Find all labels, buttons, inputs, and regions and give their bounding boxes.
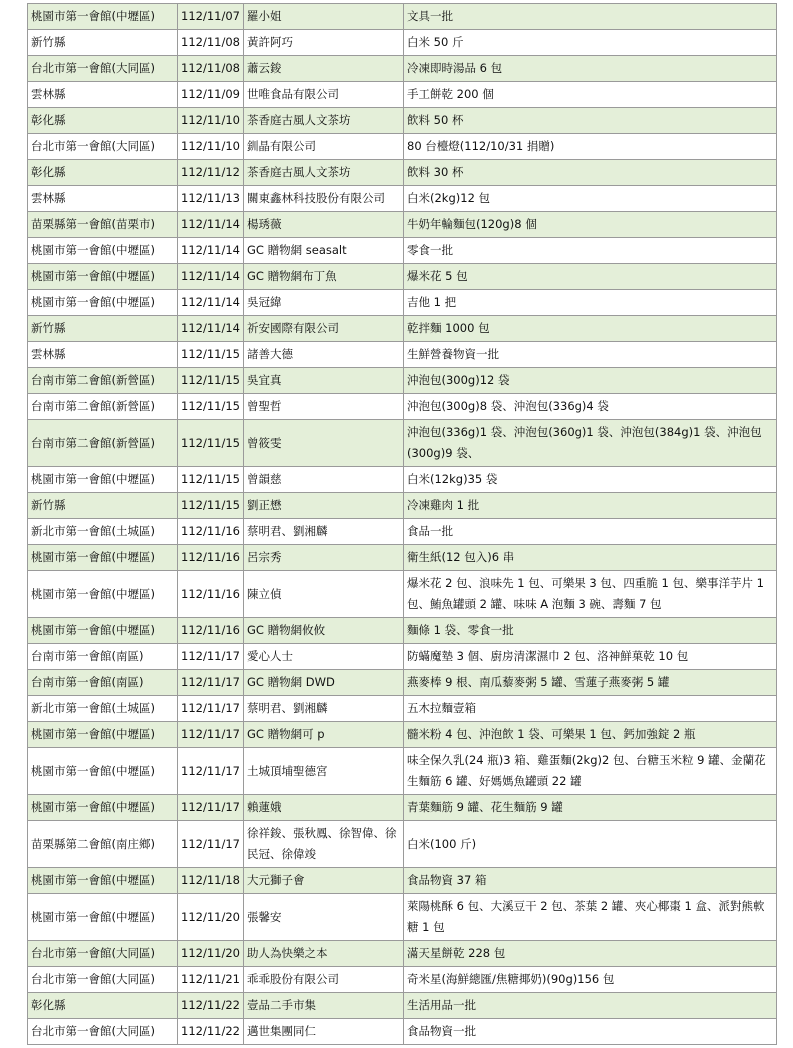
item-cell: 萊陽桃酥 6 包、大溪豆干 2 包、茶葉 2 罐、夾心椰棗 1 盒、派對熊軟糖 1 包 bbox=[404, 894, 777, 941]
unit-cell: 新北市第一會館(土城區) bbox=[28, 519, 178, 545]
donor-cell: 關東鑫林科技股份有限公司 bbox=[244, 186, 404, 212]
item-cell: 零食一批 bbox=[404, 238, 777, 264]
unit-cell: 彰化縣 bbox=[28, 108, 178, 134]
item-cell: 燕麥棒 9 根、南瓜藜麥粥 5 罐、雪蓮子燕麥粥 5 罐 bbox=[404, 670, 777, 696]
date-cell: 112/11/08 bbox=[178, 56, 244, 82]
date-cell: 112/11/14 bbox=[178, 238, 244, 264]
date-cell: 112/11/21 bbox=[178, 967, 244, 993]
date-cell: 112/11/09 bbox=[178, 82, 244, 108]
date-cell: 112/11/17 bbox=[178, 722, 244, 748]
item-cell: 冷凍即時湯品 6 包 bbox=[404, 56, 777, 82]
table-row bbox=[28, 342, 777, 368]
item-cell: 文具一批 bbox=[404, 4, 777, 30]
table-row bbox=[28, 941, 777, 967]
table-row bbox=[28, 967, 777, 993]
unit-cell: 台南市第二會館(新營區) bbox=[28, 394, 178, 420]
table-row bbox=[28, 368, 777, 394]
unit-cell: 台南市第二會館(新營區) bbox=[28, 420, 178, 467]
date-cell: 112/11/15 bbox=[178, 394, 244, 420]
table-row bbox=[28, 30, 777, 56]
date-cell: 112/11/17 bbox=[178, 670, 244, 696]
item-cell: 白米(2kg)12 包 bbox=[404, 186, 777, 212]
item-cell: 食品物資一批 bbox=[404, 1019, 777, 1045]
table-row bbox=[28, 722, 777, 748]
table-row bbox=[28, 670, 777, 696]
item-cell: 麵條 1 袋、零食一批 bbox=[404, 618, 777, 644]
unit-cell: 彰化縣 bbox=[28, 993, 178, 1019]
donor-cell: 徐祥鋑、張秋鳳、徐智偉、徐民冠、徐偉竣 bbox=[244, 821, 404, 868]
item-cell: 爆米花 5 包 bbox=[404, 264, 777, 290]
item-cell: 沖泡包(300g)12 袋 bbox=[404, 368, 777, 394]
donor-cell: 曾聖哲 bbox=[244, 394, 404, 420]
unit-cell: 台北市第一會館(大同區) bbox=[28, 134, 178, 160]
item-cell: 80 台檯燈(112/10/31 捐贈) bbox=[404, 134, 777, 160]
table-row bbox=[28, 394, 777, 420]
date-cell: 112/11/15 bbox=[178, 493, 244, 519]
donor-cell: GC 贈物網攸攸 bbox=[244, 618, 404, 644]
unit-cell: 台南市第二會館(新營區) bbox=[28, 368, 178, 394]
table-row bbox=[28, 134, 777, 160]
table-row bbox=[28, 212, 777, 238]
table-row bbox=[28, 993, 777, 1019]
date-cell: 112/11/22 bbox=[178, 1019, 244, 1045]
item-cell: 牛奶年輪麵包(120g)8 個 bbox=[404, 212, 777, 238]
table-row bbox=[28, 894, 777, 941]
date-cell: 112/11/16 bbox=[178, 545, 244, 571]
unit-cell: 台北市第一會館(大同區) bbox=[28, 1019, 178, 1045]
donor-cell: 楊琇薇 bbox=[244, 212, 404, 238]
item-cell: 青葉麵筋 9 罐、花生麵筋 9 罐 bbox=[404, 795, 777, 821]
unit-cell: 台北市第一會館(大同區) bbox=[28, 967, 178, 993]
unit-cell: 桃園市第一會館(中壢區) bbox=[28, 571, 178, 618]
table-row bbox=[28, 1019, 777, 1045]
item-cell: 乾拌麵 1000 包 bbox=[404, 316, 777, 342]
donor-cell: GC 贈物網 seasalt bbox=[244, 238, 404, 264]
unit-cell: 台南市第一會館(南區) bbox=[28, 644, 178, 670]
date-cell: 112/11/10 bbox=[178, 108, 244, 134]
donor-cell: 吳宜真 bbox=[244, 368, 404, 394]
unit-cell: 桃園市第一會館(中壢區) bbox=[28, 748, 178, 795]
donor-cell: 茶香庭古風人文茶坊 bbox=[244, 160, 404, 186]
table-row bbox=[28, 571, 777, 618]
date-cell: 112/11/14 bbox=[178, 212, 244, 238]
date-cell: 112/11/16 bbox=[178, 571, 244, 618]
unit-cell: 桃園市第一會館(中壢區) bbox=[28, 4, 178, 30]
unit-cell: 彰化縣 bbox=[28, 160, 178, 186]
date-cell: 112/11/15 bbox=[178, 342, 244, 368]
donor-cell: 邁世集團同仁 bbox=[244, 1019, 404, 1045]
donor-cell: 助人為快樂之本 bbox=[244, 941, 404, 967]
table-row bbox=[28, 290, 777, 316]
item-cell: 滿天星餅乾 228 包 bbox=[404, 941, 777, 967]
item-cell: 生鮮營養物資一批 bbox=[404, 342, 777, 368]
date-cell: 112/11/17 bbox=[178, 821, 244, 868]
unit-cell: 苗栗縣第二會館(南庄鄉) bbox=[28, 821, 178, 868]
unit-cell: 桃園市第一會館(中壢區) bbox=[28, 467, 178, 493]
unit-cell: 台北市第一會館(大同區) bbox=[28, 56, 178, 82]
unit-cell: 桃園市第一會館(中壢區) bbox=[28, 545, 178, 571]
date-cell: 112/11/15 bbox=[178, 420, 244, 467]
unit-cell: 桃園市第一會館(中壢區) bbox=[28, 722, 178, 748]
donation-table-body bbox=[28, 4, 777, 1045]
table-row bbox=[28, 316, 777, 342]
unit-cell: 桃園市第一會館(中壢區) bbox=[28, 264, 178, 290]
unit-cell: 桃園市第一會館(中壢區) bbox=[28, 894, 178, 941]
item-cell: 飲料 30 杯 bbox=[404, 160, 777, 186]
donor-cell: GC 贈物網布丁魚 bbox=[244, 264, 404, 290]
table-row bbox=[28, 108, 777, 134]
unit-cell: 桃園市第一會館(中壢區) bbox=[28, 290, 178, 316]
date-cell: 112/11/17 bbox=[178, 696, 244, 722]
donor-cell: 蔡明君、劉湘麟 bbox=[244, 696, 404, 722]
donation-table bbox=[27, 3, 777, 1045]
item-cell: 白米(12kg)35 袋 bbox=[404, 467, 777, 493]
date-cell: 112/11/20 bbox=[178, 894, 244, 941]
donor-cell: 陳立偵 bbox=[244, 571, 404, 618]
item-cell: 五木拉麵壹箱 bbox=[404, 696, 777, 722]
item-cell: 白米 50 斤 bbox=[404, 30, 777, 56]
unit-cell: 苗栗縣第一會館(苗栗市) bbox=[28, 212, 178, 238]
item-cell: 沖泡包(336g)1 袋、沖泡包(360g)1 袋、沖泡包(384g)1 袋、沖泡包(300g)9 袋、 bbox=[404, 420, 777, 467]
item-cell: 冷凍雞肉 1 批 bbox=[404, 493, 777, 519]
table-row bbox=[28, 696, 777, 722]
date-cell: 112/11/15 bbox=[178, 368, 244, 394]
date-cell: 112/11/18 bbox=[178, 868, 244, 894]
table-row bbox=[28, 545, 777, 571]
unit-cell: 雲林縣 bbox=[28, 82, 178, 108]
item-cell: 沖泡包(300g)8 袋、沖泡包(336g)4 袋 bbox=[404, 394, 777, 420]
unit-cell: 桃園市第一會館(中壢區) bbox=[28, 618, 178, 644]
table-row bbox=[28, 238, 777, 264]
unit-cell: 雲林縣 bbox=[28, 342, 178, 368]
donor-cell: 愛心人士 bbox=[244, 644, 404, 670]
donor-cell: 張馨安 bbox=[244, 894, 404, 941]
unit-cell: 新竹縣 bbox=[28, 30, 178, 56]
unit-cell: 新竹縣 bbox=[28, 493, 178, 519]
donor-cell: 土城頂埔聖德宮 bbox=[244, 748, 404, 795]
donor-cell: 劉正懋 bbox=[244, 493, 404, 519]
item-cell: 食品一批 bbox=[404, 519, 777, 545]
donor-cell: 諸善大德 bbox=[244, 342, 404, 368]
date-cell: 112/11/20 bbox=[178, 941, 244, 967]
item-cell: 爆米花 2 包、浪味先 1 包、可樂果 3 包、四重脆 1 包、樂事洋芋片 1 包、鮪魚罐頭 2 罐、味味 A 泡麵 3 碗、壽麵 7 包 bbox=[404, 571, 777, 618]
table-row bbox=[28, 748, 777, 795]
table-row bbox=[28, 868, 777, 894]
date-cell: 112/11/12 bbox=[178, 160, 244, 186]
unit-cell: 台南市第一會館(南區) bbox=[28, 670, 178, 696]
donor-cell: 羅小姐 bbox=[244, 4, 404, 30]
date-cell: 112/11/07 bbox=[178, 4, 244, 30]
date-cell: 112/11/17 bbox=[178, 795, 244, 821]
donor-cell: GC 贈物網 DWD bbox=[244, 670, 404, 696]
table-row bbox=[28, 82, 777, 108]
table-row bbox=[28, 264, 777, 290]
table-row bbox=[28, 4, 777, 30]
table-row bbox=[28, 519, 777, 545]
donor-cell: 蔡明君、劉湘麟 bbox=[244, 519, 404, 545]
unit-cell: 雲林縣 bbox=[28, 186, 178, 212]
item-cell: 生活用品一批 bbox=[404, 993, 777, 1019]
unit-cell: 台北市第一會館(大同區) bbox=[28, 941, 178, 967]
item-cell: 白米(100 斤) bbox=[404, 821, 777, 868]
donor-cell: 黃許阿巧 bbox=[244, 30, 404, 56]
donor-cell: GC 贈物網可 p bbox=[244, 722, 404, 748]
table-row bbox=[28, 821, 777, 868]
item-cell: 味全保久乳(24 瓶)3 箱、雞蛋麵(2kg)2 包、台糖玉米粒 9 罐、金蘭花生麵筋 6 罐、好媽媽魚罐頭 22 罐 bbox=[404, 748, 777, 795]
donor-cell: 茶香庭古風人文茶坊 bbox=[244, 108, 404, 134]
date-cell: 112/11/15 bbox=[178, 467, 244, 493]
date-cell: 112/11/10 bbox=[178, 134, 244, 160]
item-cell: 奇米星(海鮮總匯/焦糖揶奶)(90g)156 包 bbox=[404, 967, 777, 993]
table-row bbox=[28, 467, 777, 493]
date-cell: 112/11/17 bbox=[178, 748, 244, 795]
date-cell: 112/11/14 bbox=[178, 316, 244, 342]
date-cell: 112/11/16 bbox=[178, 618, 244, 644]
item-cell: 食品物資 37 箱 bbox=[404, 868, 777, 894]
donor-cell: 呂宗秀 bbox=[244, 545, 404, 571]
date-cell: 112/11/22 bbox=[178, 993, 244, 1019]
date-cell: 112/11/17 bbox=[178, 644, 244, 670]
date-cell: 112/11/16 bbox=[178, 519, 244, 545]
table-row bbox=[28, 493, 777, 519]
donor-cell: 賴蓮娥 bbox=[244, 795, 404, 821]
unit-cell: 新竹縣 bbox=[28, 316, 178, 342]
donation-table-container bbox=[27, 3, 777, 1045]
table-row bbox=[28, 186, 777, 212]
unit-cell: 桃園市第一會館(中壢區) bbox=[28, 238, 178, 264]
date-cell: 112/11/08 bbox=[178, 30, 244, 56]
donor-cell: 釧晶有限公司 bbox=[244, 134, 404, 160]
donor-cell: 蕭云鋑 bbox=[244, 56, 404, 82]
donor-cell: 大元獅子會 bbox=[244, 868, 404, 894]
table-row bbox=[28, 56, 777, 82]
date-cell: 112/11/14 bbox=[178, 290, 244, 316]
table-row bbox=[28, 420, 777, 467]
donor-cell: 祈安國際有限公司 bbox=[244, 316, 404, 342]
table-row bbox=[28, 618, 777, 644]
donor-cell: 曾韻慈 bbox=[244, 467, 404, 493]
item-cell: 飲料 50 杯 bbox=[404, 108, 777, 134]
unit-cell: 新北市第一會館(土城區) bbox=[28, 696, 178, 722]
table-row bbox=[28, 795, 777, 821]
item-cell: 防蟎魔墊 3 個、廚房清潔濕巾 2 包、洛神鮮菓乾 10 包 bbox=[404, 644, 777, 670]
unit-cell: 桃園市第一會館(中壢區) bbox=[28, 868, 178, 894]
donor-cell: 壹品二手市集 bbox=[244, 993, 404, 1019]
donor-cell: 世唯食品有限公司 bbox=[244, 82, 404, 108]
item-cell: 手工餅乾 200 個 bbox=[404, 82, 777, 108]
date-cell: 112/11/13 bbox=[178, 186, 244, 212]
item-cell: 吉他 1 把 bbox=[404, 290, 777, 316]
unit-cell: 桃園市第一會館(中壢區) bbox=[28, 795, 178, 821]
donor-cell: 曾筱雯 bbox=[244, 420, 404, 467]
donor-cell: 吳冠緯 bbox=[244, 290, 404, 316]
table-row bbox=[28, 160, 777, 186]
item-cell: 髓米粉 4 包、沖泡飲 1 袋、可樂果 1 包、鈣加強錠 2 瓶 bbox=[404, 722, 777, 748]
donor-cell: 乖乖股份有限公司 bbox=[244, 967, 404, 993]
table-row bbox=[28, 644, 777, 670]
date-cell: 112/11/14 bbox=[178, 264, 244, 290]
item-cell: 衛生紙(12 包入)6 串 bbox=[404, 545, 777, 571]
